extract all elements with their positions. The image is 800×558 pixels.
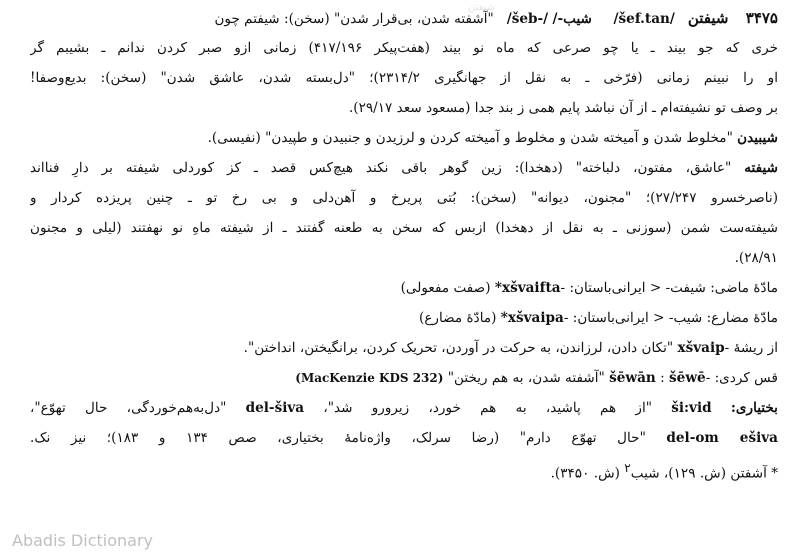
etymology-form: *xšvaifta bbox=[494, 280, 561, 296]
root-form: xšvaip bbox=[677, 340, 725, 356]
bakhtiari-form-2: del-šiva bbox=[245, 400, 305, 416]
entry-line: (ناصرخسرو ۲۷/۲۴۷)؛ "مجنون، دیوانه" (سخن): بُتی پریرخ و آهن‌دلی و بی رخ تو ـ چنین پریزده کردار و bbox=[30, 190, 778, 206]
kurdish-gloss: "آشفته شدن، به هم ریختن" bbox=[447, 370, 605, 386]
bakhtiari-form-3: del-om ešiva bbox=[666, 430, 778, 446]
subentry-head: شیفته bbox=[744, 160, 778, 176]
bakhtiari-cognate bbox=[30, 396, 778, 420]
etymology-note: (صفت مفعولی) bbox=[400, 280, 491, 296]
kurdish-label: قس کردی: - bbox=[705, 370, 778, 386]
footnote-sup: ۲ bbox=[624, 461, 631, 475]
bakhtiari-text-3: "حال تهوّع دارم" (رضا سرلک، واژه‌نامهٔ بختیاری، صص ۱۳۴ و ۱۸۳)؛ نیز نک. bbox=[30, 430, 646, 446]
footnote-tail: (ش. ۳۴۵۰). bbox=[550, 465, 620, 482]
kurdish-cognate bbox=[30, 366, 778, 390]
etymology-note: (مادّهٔ مضارع) bbox=[419, 310, 497, 326]
entry-number: ۳۴۷۵ bbox=[745, 9, 778, 27]
subentry-shibidan bbox=[30, 126, 778, 150]
bakhtiari-form-1: ši:vid bbox=[671, 400, 712, 416]
root-prefix: از ریشهٔ - bbox=[724, 340, 778, 356]
subentry-text: "عاشق، مفتون، دلباخته" (دهخدا): زین گوهر باقی نکند هیچ‌کس قصد ـ کز کوردلی شیفته بر دارِ فنااند bbox=[30, 160, 732, 176]
etymology-root bbox=[30, 336, 778, 360]
entry-line: شیفته‌ست شمن (سوزنی ـ به نقل از دهخدا) ازبس که سخن به طعنه گفتند ـ از شیفته ماهِ نو نهفتند (لیلی و مجنون bbox=[30, 220, 778, 236]
etymology-label: مادّهٔ مضارع: شیب- < ایرانی‌باستان: - bbox=[563, 310, 778, 326]
footnote bbox=[30, 456, 778, 486]
bakhtiari-label: بختیاری: bbox=[730, 400, 778, 416]
entry-line: بر وصف تو نشیفته‌ام ـ از آن نباشد پایم همی ز بند جدا (مسعود سعد ۲۹/۱۷). bbox=[348, 100, 778, 116]
kurdish-sep: : bbox=[660, 370, 665, 386]
stem-transliteration: /šeb-/ bbox=[506, 11, 549, 27]
kurdish-reference: (MacKenzie KDS 232) bbox=[295, 371, 444, 385]
subentry-shifte bbox=[30, 156, 778, 180]
root-text: "تکان دادن، لرزاندن، به حرکت در آوردن، تحریک کردن، برانگیختن، انداختن". bbox=[243, 340, 674, 356]
bakhtiari-line-2 bbox=[30, 426, 778, 450]
entry-definition: "آشفته شدن، بی‌قرار شدن" (سخن): شیفتم چون bbox=[214, 11, 494, 27]
etymology-label: مادّهٔ ماضی: شیفت- < ایرانی‌باستان: - bbox=[560, 280, 778, 296]
footnote-text: * آشفتن (ش. ۱۲۹)، شیب bbox=[630, 465, 778, 482]
bakhtiari-text-2: "دل‌به‌هم‌خوردگی، حال تهوّع"، bbox=[30, 400, 227, 416]
entry-header bbox=[30, 6, 778, 31]
watermark-top: شیفتن bbox=[468, 2, 496, 13]
etymology-form: *xšvaipa bbox=[500, 310, 564, 326]
entry-headword: شیفتن bbox=[687, 9, 729, 27]
kurdish-form-1: šēwē bbox=[669, 370, 706, 386]
entry-line: ۲۸/۹۱). bbox=[734, 250, 778, 266]
entry-line: خری که جو بیند ـ یا چو صرعی که ماه نو بیند (هفت‌پیکر ۴۱۷/۱۹۶) زمانی ازو صبر کردن ندانم ـ بشیبم گر bbox=[30, 40, 778, 56]
entry-line: او را نبینم زمانی (فرّخی ـ به نقل از جهانگیری ۲۳۱۴/۲)؛ "دل‌بسته شدن، عاشق شدن" (سخن): بدیع‌وصفا! bbox=[30, 70, 778, 86]
watermark: Abadis Dictionary bbox=[12, 531, 153, 550]
bakhtiari-text-1: "از هم پاشید، به هم خورد، زیرورو شد"، bbox=[323, 400, 652, 416]
etymology-present-stem bbox=[30, 306, 778, 330]
entry-transliteration: /šef.tan/ bbox=[613, 11, 675, 27]
etymology-past-stem bbox=[30, 276, 778, 300]
stem-word: شیب-/ bbox=[552, 11, 592, 27]
kurdish-form-2: šēwān bbox=[609, 370, 656, 386]
subentry-text: "مخلوط شدن و آمیخته شدن و مخلوط و آمیخته کردن و لرزیدن و جنبیدن و طپیدن" (نفیسی). bbox=[207, 130, 733, 146]
subentry-head: شیبیدن bbox=[737, 130, 778, 146]
